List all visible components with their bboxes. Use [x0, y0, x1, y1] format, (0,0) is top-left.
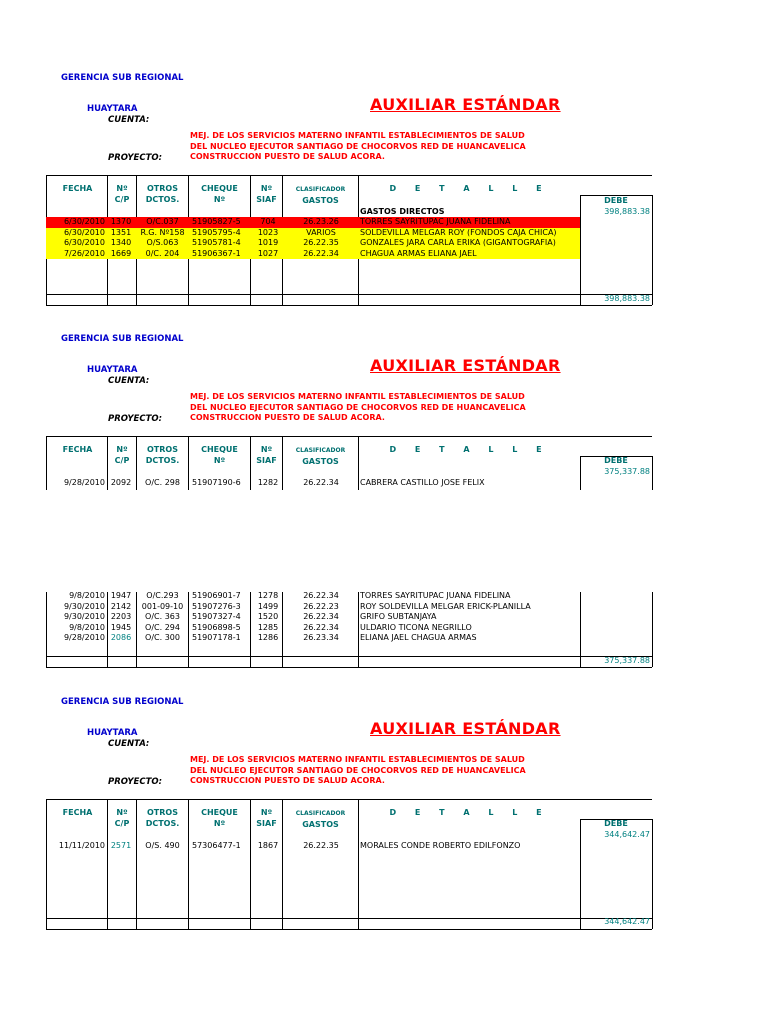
proyecto-label: PROYECTO:	[108, 777, 163, 787]
cell-cheque: 51906367-1	[192, 248, 241, 258]
desc-line-2: DEL NUCLEO EJECUTOR SANTIAGO DE CHOCORVOS RED DE HUANCAVELICA	[190, 402, 526, 412]
cell-siaf: 1282	[257, 478, 279, 487]
huaytara-label: HUAYTARA	[87, 728, 138, 738]
cell-cheque: 51905781-4	[192, 238, 241, 247]
cell-fecha: 9/30/2010	[63, 601, 105, 611]
cell-siaf: 1023	[257, 227, 279, 237]
cell-detalle: GONZALES JARA CARLA ERIKA (GIGANTOGRAFIA)	[360, 238, 556, 247]
desc-line-2: DEL NUCLEO EJECUTOR SANTIAGO DE CHOCORVOS RED DE HUANCAVELICA	[190, 765, 526, 775]
cell-clasificador: 26.22.34	[303, 622, 339, 632]
cell-clasificador: 26.22.34	[303, 591, 339, 600]
header-cheque: CHEQUE Nº	[201, 184, 238, 204]
cell-fecha: 6/30/2010	[63, 238, 105, 247]
cell-detalle: MORALES CONDE ROBERTO EDILFONZO	[360, 841, 521, 850]
cell-fecha: 9/8/2010	[69, 622, 105, 632]
desc-line-3: CONSTRUCCION PUESTO DE SALUD ACORA.	[190, 413, 385, 422]
cell-detalle: SOLDEVILLA MELGAR ROY (FONDOS CAJA CHICA)	[360, 227, 557, 237]
cell-fecha: 9/28/2010	[63, 478, 105, 487]
table-row	[46, 841, 652, 852]
cell-siaf: 1027	[257, 248, 279, 258]
cuenta-label: CUENTA:	[108, 376, 150, 386]
cell-cp: 1947	[110, 591, 132, 600]
cuenta-label: CUENTA:	[108, 115, 150, 125]
debe-total-value: 344,642.47	[604, 917, 650, 926]
cell-detalle: CHAGUA ARMAS ELIANA JAEL	[360, 248, 477, 258]
cell-siaf: 1285	[257, 622, 279, 632]
cell-cheque: 51907276-3	[192, 601, 241, 611]
cell-otros: O/C. 298	[145, 478, 180, 487]
cell-otros: O/S.063	[146, 238, 179, 247]
cell-siaf: 1867	[257, 841, 279, 850]
header-cp: Nº C/P	[114, 808, 130, 828]
cell-otros: O/C.037	[146, 217, 179, 226]
cell-detalle: TORRES SAYRITUPAC JUANA FIDELINA	[360, 217, 511, 226]
debe-top-value: 344,642.47	[604, 830, 650, 839]
page-title: AUXILIAR ESTÁNDAR	[370, 95, 561, 114]
cell-detalle: ROY SOLDEVILLA MELGAR ERICK-PLANILLA	[360, 601, 531, 611]
desc-line-1: MEJ. DE LOS SERVICIOS MATERNO INFANTIL ESTABLECIMIENTOS DE SALUD	[190, 131, 525, 140]
cell-cp: 2092	[110, 478, 132, 487]
cell-cp: 1370	[110, 217, 132, 226]
header-detalle: D E T A L L E	[389, 808, 550, 817]
cell-clasificador: 26.22.35	[303, 238, 339, 247]
header-cp: Nº C/P	[114, 184, 130, 204]
cell-siaf: 1499	[257, 601, 279, 611]
header-clasificador: CLASIFICADOR GASTOS	[295, 810, 346, 829]
huaytara-label: HUAYTARA	[87, 104, 138, 114]
header-otros: OTROS DCTOS.	[145, 184, 180, 204]
desc-line-1: MEJ. DE LOS SERVICIOS MATERNO INFANTIL ESTABLECIMIENTOS DE SALUD	[190, 755, 525, 764]
desc-line-2: DEL NUCLEO EJECUTOR SANTIAGO DE CHOCORVOS RED DE HUANCAVELICA	[190, 141, 526, 151]
cell-cheque: 51907327-4	[192, 612, 241, 621]
header-otros: OTROS DCTOS.	[145, 445, 180, 465]
header-detalle: D E T A L L E	[389, 445, 550, 454]
desc-line-1: MEJ. DE LOS SERVICIOS MATERNO INFANTIL ESTABLECIMIENTOS DE SALUD	[190, 392, 525, 401]
cell-siaf: 704	[260, 217, 276, 226]
cell-otros: O/C. 363	[145, 612, 180, 621]
header-siaf: Nº SIAF	[256, 445, 277, 465]
cell-siaf: 1286	[257, 633, 279, 642]
cell-cp: 2142	[110, 601, 132, 611]
cell-clasificador: 26.22.34	[303, 612, 339, 621]
huaytara-label: HUAYTARA	[87, 365, 138, 375]
debe-top-value: 398,883.38	[604, 207, 650, 216]
header-siaf: Nº SIAF	[256, 184, 277, 204]
cell-fecha: 6/30/2010	[63, 227, 105, 237]
debe-top-value: 375,337.88	[604, 467, 650, 476]
cell-fecha: 9/8/2010	[69, 591, 105, 600]
header-clasificador: CLASIFICADOR GASTOS	[295, 186, 346, 205]
cell-otros: 001-09-10	[141, 601, 184, 611]
cell-detalle: ELIANA JAEL CHAGUA ARMAS	[360, 633, 477, 642]
header-debe: DEBE	[604, 196, 628, 205]
cell-cp: 1669	[110, 248, 132, 258]
cell-cp: 1340	[110, 238, 132, 247]
cell-cp: 2203	[110, 612, 132, 621]
header-fecha: FECHA	[62, 184, 93, 193]
cell-fecha: 9/30/2010	[63, 612, 105, 621]
header-detalle: D E T A L L E	[389, 184, 550, 193]
cell-siaf: 1520	[257, 612, 279, 621]
cell-fecha: 6/30/2010	[63, 217, 105, 226]
cuenta-label: CUENTA:	[108, 739, 150, 749]
cell-cp: 1945	[110, 622, 132, 632]
cell-siaf: 1278	[257, 591, 279, 600]
cell-cheque: 51907190-6	[192, 478, 241, 487]
cell-clasificador: 26.22.34	[303, 478, 339, 487]
cell-otros: O/C.293	[146, 591, 179, 600]
gastos-directos-label: GASTOS DIRECTOS	[360, 207, 445, 216]
header-otros: OTROS DCTOS.	[145, 808, 180, 828]
cell-detalle: GRIFO SUBTANJAYA	[360, 612, 437, 621]
cell-detalle: ULDARIO TICONA NEGRILLO	[360, 622, 472, 632]
desc-line-3: CONSTRUCCION PUESTO DE SALUD ACORA.	[190, 152, 385, 161]
cell-cp: 2571	[110, 841, 132, 850]
cell-clasificador: VARIOS	[306, 227, 336, 237]
cell-otros: 0/C. 204	[145, 248, 180, 258]
cell-cheque: 57306477-1	[192, 841, 241, 850]
cell-cheque: 51905795-4	[192, 227, 241, 237]
cell-cp: 2086	[110, 633, 132, 642]
cell-siaf: 1019	[257, 238, 279, 247]
cell-clasificador: 26.23.26	[303, 217, 339, 226]
cell-clasificador: 26.23.34	[303, 633, 339, 642]
project-description	[190, 755, 526, 787]
header-cheque: CHEQUE Nº	[201, 808, 238, 828]
gerencia-label: GERENCIA SUB REGIONAL	[61, 73, 184, 83]
gerencia-label: GERENCIA SUB REGIONAL	[61, 334, 184, 344]
header-siaf: Nº SIAF	[256, 808, 277, 828]
cell-otros: R.G. Nº158	[140, 227, 185, 237]
header-cp: Nº C/P	[114, 445, 130, 465]
cell-fecha: 11/11/2010	[58, 841, 105, 850]
cell-cp: 1351	[110, 227, 132, 237]
debe-total-value: 375,337.88	[604, 656, 650, 665]
cell-otros: O/C. 294	[145, 622, 180, 632]
header-debe: DEBE	[604, 819, 628, 828]
cell-otros: O/S. 490	[145, 841, 180, 850]
cell-clasificador: 26.22.35	[303, 841, 339, 850]
cell-detalle: TORRES SAYRITUPAC JUANA FIDELINA	[360, 591, 511, 600]
cell-cheque: 51907178-1	[192, 633, 241, 642]
cell-otros: O/C. 300	[145, 633, 180, 642]
header-cheque: CHEQUE Nº	[201, 445, 238, 465]
cell-clasificador: 26.22.23	[303, 601, 339, 611]
cell-cheque: 51905827-5	[192, 217, 241, 226]
page-title: AUXILIAR ESTÁNDAR	[370, 356, 561, 375]
header-fecha: FECHA	[62, 445, 93, 454]
gerencia-label: GERENCIA SUB REGIONAL	[61, 697, 184, 707]
cell-clasificador: 26.22.34	[303, 248, 339, 258]
proyecto-label: PROYECTO:	[108, 414, 163, 424]
desc-line-3: CONSTRUCCION PUESTO DE SALUD ACORA.	[190, 776, 385, 785]
page-title: AUXILIAR ESTÁNDAR	[370, 719, 561, 738]
cell-cheque: 51906898-5	[192, 622, 241, 632]
debe-total-value: 398,883.38	[604, 294, 650, 303]
header-debe: DEBE	[604, 456, 628, 465]
cell-fecha: 7/26/2010	[63, 248, 105, 258]
proyecto-label: PROYECTO:	[108, 153, 163, 163]
cell-detalle: CABRERA CASTILLO JOSE FELIX	[360, 478, 485, 487]
cell-cheque: 51906901-7	[192, 591, 241, 600]
cell-fecha: 9/28/2010	[63, 633, 105, 642]
header-clasificador: CLASIFICADOR GASTOS	[295, 447, 346, 466]
header-fecha: FECHA	[62, 808, 93, 817]
